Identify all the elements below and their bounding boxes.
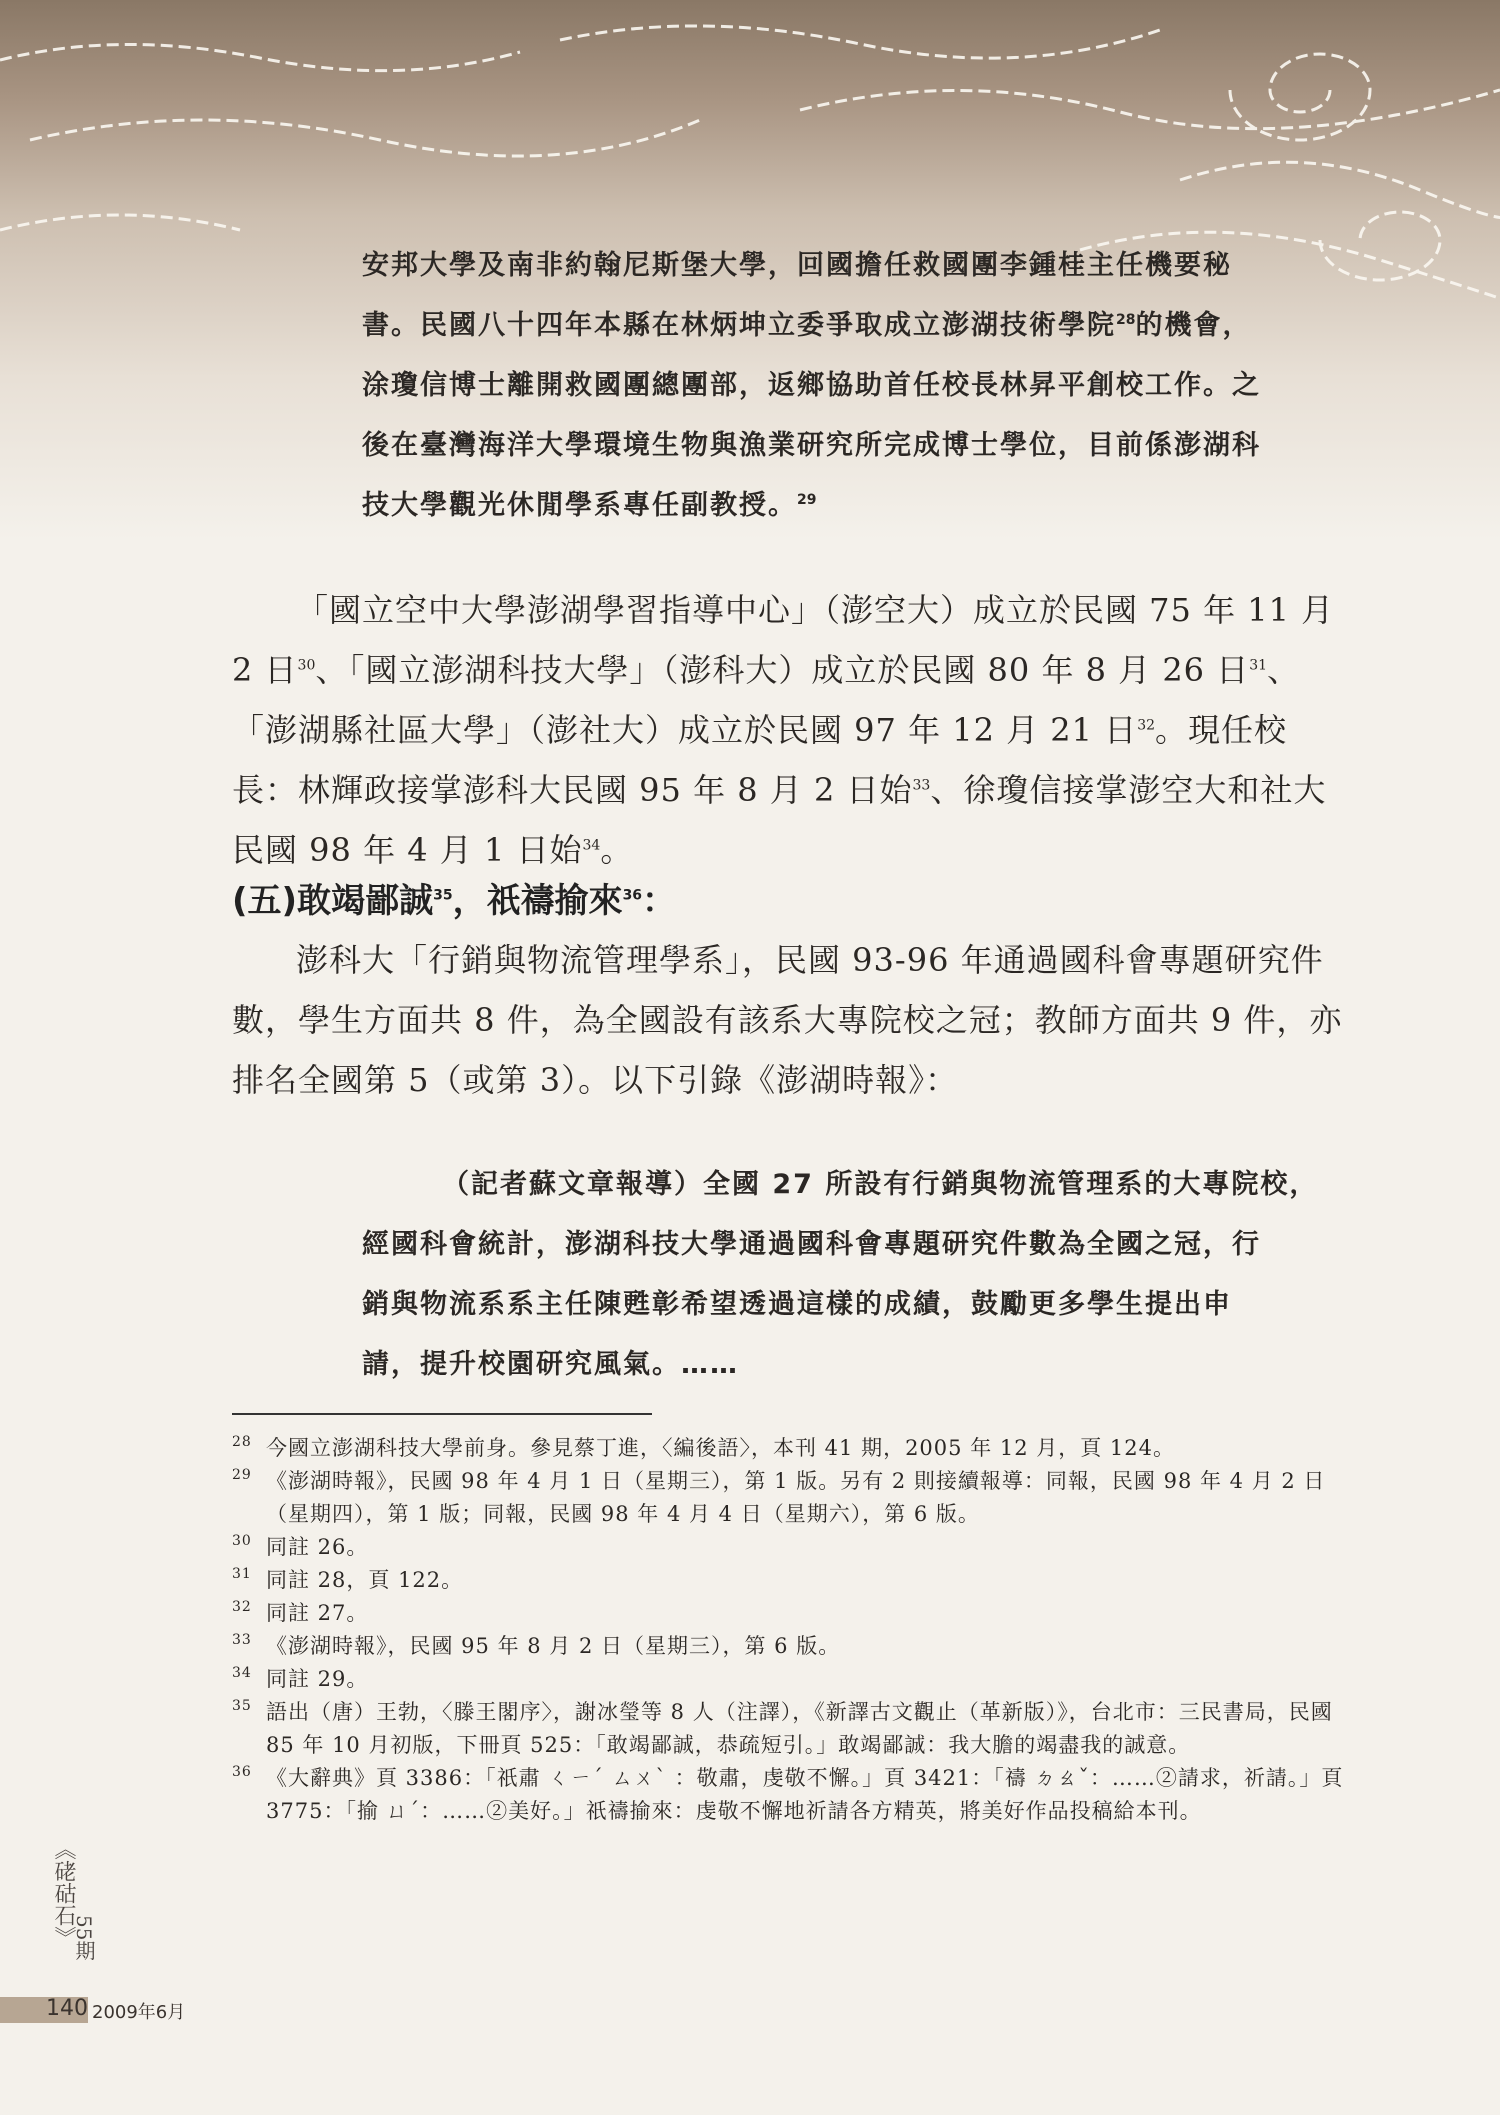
footnote-item <box>232 1663 1352 1696</box>
quote-line: 書。民國八十四年本縣在林炳坤立委爭取成立澎湖技術學院$^{28}$的機會， <box>362 310 1252 341</box>
page-number: 140 <box>46 1996 88 2021</box>
footnotes <box>232 1432 1352 1828</box>
section-heading: (五)敢竭鄙誠$^{35}$，祇禱揄來$^{36}$： <box>232 881 677 921</box>
body-paragraph-1: 「國立空中大學澎湖學習指導中心」（澎空大）成立於民國 75 年 11 月 2 日$^{30}$、「國立澎湖科技大學」（澎科大）成立於民國 80 年 8 月 26 日$^{31}$、「澎湖縣社區大學」（澎社大）成立於民國 97 年 12 月 21 日$^{32}$。現任校長：林輝政接掌澎科大民國 95 年 8 月 2 日始$^{33}$、徐瓊信接掌澎空大和社大民國 98 年 4 月 1 日始$^{34}$。 <box>232 591 1335 869</box>
footnote-ref: 30 <box>297 657 316 674</box>
footnote-ref: 29 <box>797 492 817 508</box>
body-paragraph-2: 澎科大「行銷與物流管理學系」，民國 93-96 年通過國科會專題研究件數，學生方面共 8 件，為全國設有該系大專院校之冠；教師方面共 9 件，亦排名全國第 5（或第 3）。以下引錄《澎湖時報》： <box>232 941 1343 1099</box>
footnote-item <box>232 1630 1352 1663</box>
footnote-number: 29 <box>232 1467 252 1483</box>
footnote-text: 同註 26。 <box>266 1535 369 1559</box>
footnote-text: 《大辭典》頁 3386：「祇肅 ㄑㄧˊ ㄙㄨˋ ：敬肅，虔敬不懈。」頁 3421：「禱 ㄉㄠˇ：……②請求，祈請。」頁 3775：「揄 ㄩˊ：……②美好。」祇禱揄來：虔敬不懈地祈請各方精英，將美好作品投稿給本刊。 <box>266 1766 1344 1823</box>
footnote-number: 31 <box>232 1566 252 1582</box>
footnote-number: 32 <box>232 1599 252 1615</box>
publication-date: 2009年6月 <box>92 2002 186 2023</box>
footnote-ref: 35 <box>433 887 453 904</box>
footnote-number: 33 <box>232 1632 252 1648</box>
footnote-ref: 34 <box>582 837 601 854</box>
footnote-ref: 33 <box>912 777 931 794</box>
quote-line: 安邦大學及南非約翰尼斯堡大學，回國擔任救國團李鍾桂主任機要秘 <box>362 250 1232 281</box>
issue-number: 55期 <box>72 1915 96 1961</box>
footnote-divider <box>232 1413 652 1415</box>
footnote-item <box>232 1597 1352 1630</box>
quote-line: 後在臺灣海洋大學環境生物與漁業研究所完成博士學位，目前係澎湖科 <box>362 430 1261 461</box>
quote-line: 經國科會統計，澎湖科技大學通過國科會專題研究件數為全國之冠，行 <box>362 1229 1261 1260</box>
quote-line: 技大學觀光休閒學系專任副教授。$^{29}$ <box>362 490 817 521</box>
footnote-number: 36 <box>232 1764 252 1780</box>
footnote-number: 28 <box>232 1434 252 1450</box>
biography-quote <box>362 236 1352 536</box>
footnote-item <box>232 1432 1352 1465</box>
footnote-item <box>232 1762 1352 1828</box>
quote-line: 銷與物流系系主任陳甦彰希望透過這樣的成績，鼓勵更多學生提出申 <box>362 1289 1232 1320</box>
footnote-text: 同註 29。 <box>266 1667 369 1691</box>
footnote-ref: 36 <box>622 887 643 904</box>
footnote-text: 同註 28，頁 122。 <box>266 1568 464 1592</box>
quote-line: （記者蘇文章報導）全國 27 所設有行銷與物流管理系的大專院校， <box>442 1169 1319 1200</box>
journal-title: 《硓𥑮石》 <box>51 1838 76 1948</box>
footnote-text: 今國立澎湖科技大學前身。參見蔡丁進，〈編後語〉，本刊 41 期，2005 年 12 月，頁 124。 <box>266 1436 1176 1460</box>
footnote-text: 同註 27。 <box>266 1601 369 1625</box>
footnote-number: 30 <box>232 1533 252 1549</box>
footnote-item <box>232 1564 1352 1597</box>
footnote-item <box>232 1465 1352 1531</box>
footnote-text: 《澎湖時報》，民國 98 年 4 月 1 日（星期三），第 1 版。另有 2 則接續報導：同報，民國 98 年 4 月 2 日（星期四），第 1 版；同報，民國 98 年 4 月 4 日（星期六），第 6 版。 <box>266 1469 1326 1526</box>
footnote-number: 35 <box>232 1698 252 1714</box>
footnote-number: 34 <box>232 1665 252 1681</box>
quote-line: 請，提升校園研究風氣。…… <box>362 1349 739 1380</box>
footnote-ref: 28 <box>1116 312 1136 328</box>
footnote-text: 語出（唐）王勃，〈滕王閣序〉，謝冰瑩等 8 人（注譯），《新譯古文觀止（革新版）》，台北市：三民書局，民國 85 年 10 月初版，下冊頁 525：「敢竭鄙誠，恭疏短引。」敢竭鄙誠：我大膽的竭盡我的誠意。 <box>266 1700 1333 1757</box>
footnote-ref: 32 <box>1137 717 1156 734</box>
quote-line: 涂瓊信博士離開救國團總團部，返鄉協助首任校長林昇平創校工作。之 <box>362 370 1261 401</box>
footnote-item <box>232 1696 1352 1762</box>
footnote-text: 《澎湖時報》，民國 95 年 8 月 2 日（星期三），第 6 版。 <box>266 1634 841 1658</box>
news-quote <box>362 1155 1352 1395</box>
footnote-item <box>232 1531 1352 1564</box>
footnote-ref: 31 <box>1249 657 1268 674</box>
